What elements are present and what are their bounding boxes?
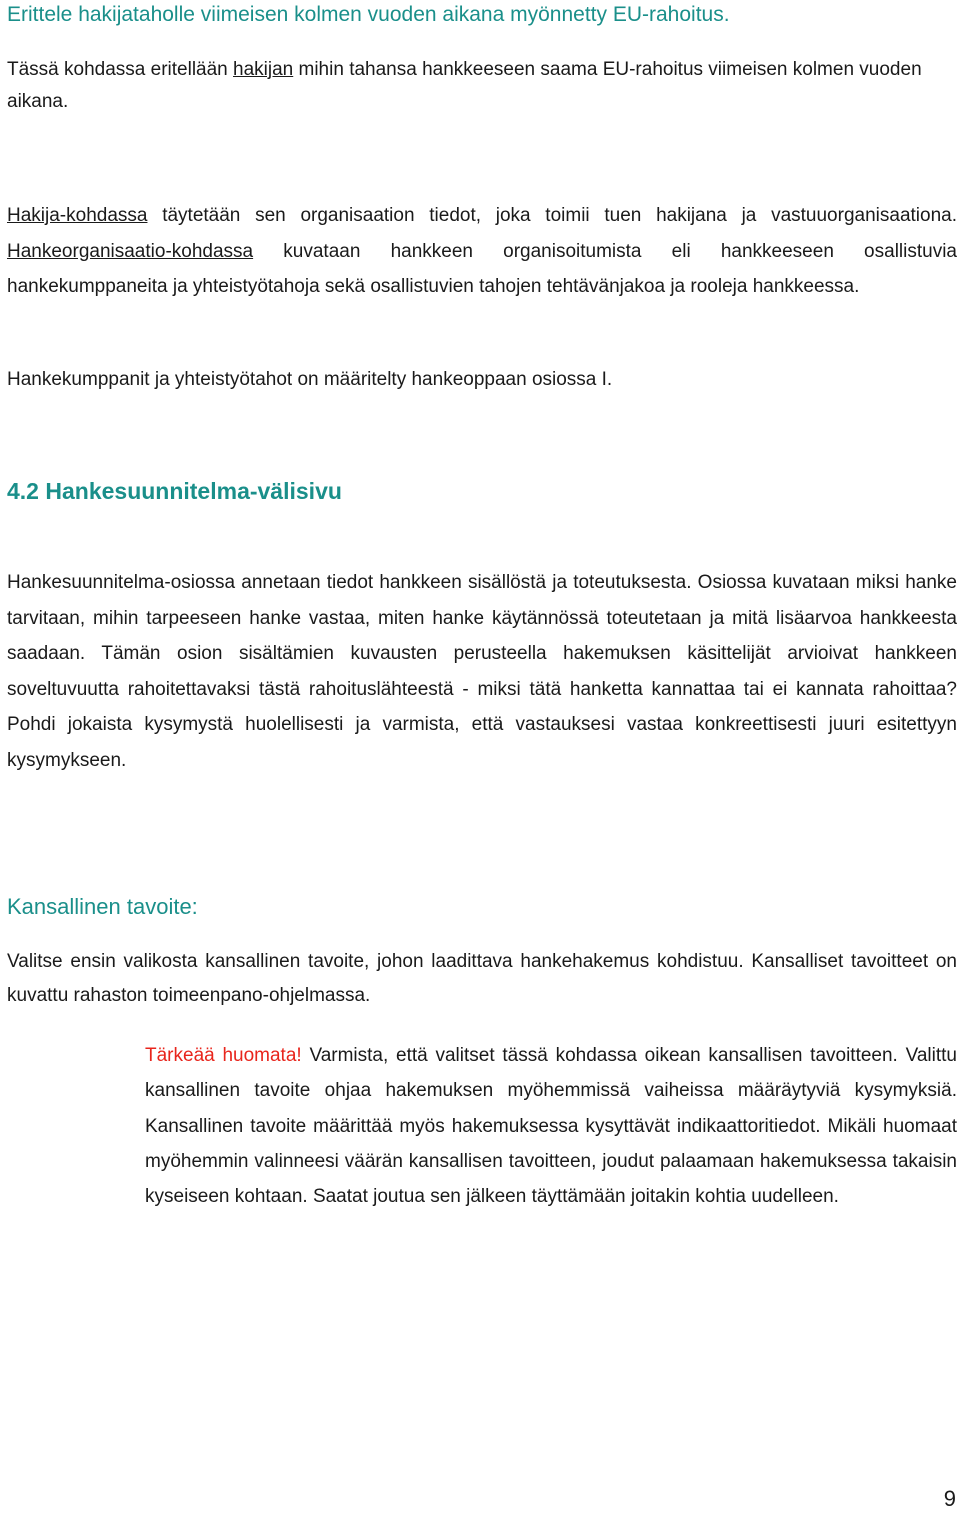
national-goal-heading: Kansallinen tavoite: <box>7 894 198 919</box>
important-note <box>145 1038 957 1214</box>
page-number: 9 <box>943 1486 956 1511</box>
project-plan-paragraph: Hankesuunnitelma-osiossa annetaan tiedot hankkeen sisällöstä ja toteutuksesta. Osiossa kuvataan miksi hanke tarvitaan, mihin tarpeeseen hanke vastaa, miten hanke käytännössä toteutetaan ja mitä lisäarvoa hankkeesta saadaan. Tämän osion sisältämien kuvausten perusteella hakemuksen käsittelijät arvioivat hankkeen soveltuvuutta rahoitettavaksi tästä rahoituslähteestä - miksi tätä hanketta kannattaa tai ei kannata rahoittaa? Pohdi jokaista kysymystä huolellisesti ja varmista, että vastauksesi vastaa konkreettisesti juuri esitettyyn kysymykseen. <box>7 572 957 771</box>
org-text-1: täytetään sen organisaation tiedot, joka toimii tuen hakijana ja vastuuorganisaationa. <box>147 205 957 226</box>
project-organisation-link[interactable]: Hankeorganisaatio-kohdassa <box>7 240 254 262</box>
partners-paragraph: Hankekumppanit ja yhteistyötahot on määritelty hankeoppaan osiossa I. <box>7 369 613 390</box>
eu-text-start: Tässä kohdassa eritellään <box>7 59 234 80</box>
eu-text-end: mihin tahansa hankkeeseen saama EU-rahoitus viimeisen kolmen vuoden aikana. <box>7 59 922 112</box>
eu-funding-heading: Erittele hakijataholle viimeisen kolmen vuoden aikana myönnetty EU-rahoitus. <box>7 3 730 26</box>
applicant-section-link[interactable]: Hakija-kohdassa <box>7 205 148 226</box>
important-note-text: Varmista, että valitset tässä kohdassa oikean kansallisen tavoitteen. Valittu kansallinen tavoite ohjaa hakemuksen myöhemmissä vaiheissa määräytyviä kysymyksiä. Kansallinen tavoite määrittää myös hakemuksessa kysyttävät indikaattoritiedot. Mikäli huomaat myöhemmin valinneesi väärän kansallisen tavoitteen, joudut palaamaan hakemuksessa takaisin kyseiseen kohtaan. Saatat joutua sen jälkeen täyttämään joitakin kohtia uudelleen. <box>145 1045 957 1208</box>
important-note-label: Tärkeää huomata! <box>145 1045 302 1066</box>
eu-funding-paragraph <box>7 54 957 118</box>
organisation-paragraph <box>7 198 957 305</box>
applicant-link[interactable]: hakijan <box>233 59 294 80</box>
project-plan-heading: 4.2 Hankesuunnitelma-välisivu <box>7 478 342 504</box>
national-goal-paragraph: Valitse ensin valikosta kansallinen tavoite, johon laadittava hankehakemus kohdistuu. Kansalliset tavoitteet on kuvattu rahaston toimeenpano-ohjelmassa. <box>7 951 957 1006</box>
org-text-2: kuvataan hankkeen organisoitumista eli hankkeeseen osallistuvia hankekumppaneita ja yhteistyötahoja sekä osallistuvien tahojen tehtävänjakoa ja rooleja hankkeessa. <box>7 240 957 297</box>
